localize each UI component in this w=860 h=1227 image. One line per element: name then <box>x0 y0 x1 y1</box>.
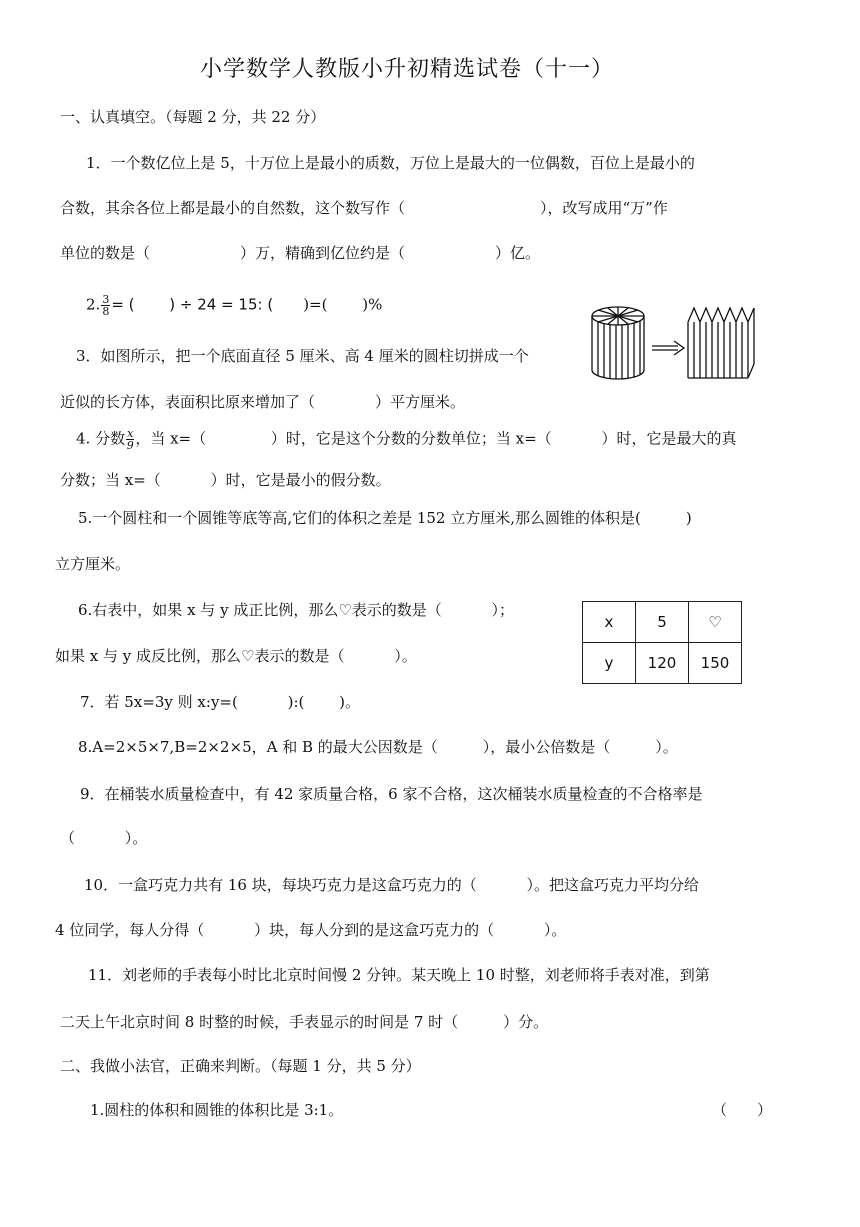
q10-line1: 10．一盒巧克力共有 16 块，每块巧克力是这盒巧克力的（ ）。把这盒巧克力平均分给 <box>84 876 699 894</box>
cylinder-to-cuboid-figure <box>590 304 760 384</box>
page-title: 小学数学人教版小升初精选试卷（十一） <box>200 57 615 82</box>
q2-equation: = ( ) ÷ 24 = 15: ( <box>111 295 274 314</box>
table-row <box>583 602 742 643</box>
q6-line2: 如果 x 与 y 成反比例，那么♡表示的数是（ ）。 <box>55 647 417 665</box>
q4-prefix: 4. 分数 <box>76 429 126 448</box>
q9-line2: （ ）。 <box>60 829 148 847</box>
table-cell: 5 <box>636 602 689 643</box>
table-row <box>583 643 742 684</box>
q11-line2: 二天上午北京时间 8 时整的时候，手表显示的时间是 7 时（ ）分。 <box>60 1013 549 1031</box>
table-cell: ♡ <box>689 602 742 643</box>
section1-heading: 一、认真填空。（每题 2 分，共 22 分） <box>60 108 326 126</box>
q1-line3: 单位的数是（ ）万，精确到亿位约是（ ）亿。 <box>60 244 541 262</box>
q1-line2: 合数，其余各位上都是最小的自然数，这个数写作（ ），改写成用“万”作 <box>60 199 668 217</box>
q4-line2: 分数；当 x=（ ）时，它是最小的假分数。 <box>60 471 391 489</box>
q2-rest: )=( )% <box>273 295 383 314</box>
table-cell: 120 <box>636 643 689 684</box>
fraction-3-8 <box>101 294 110 317</box>
cuboid-icon <box>688 308 754 378</box>
q11-line1: 11．刘老师的手表每小时比北京时间慢 2 分钟。某天晚上 10 时整，刘老师将手表对准，到第 <box>88 966 710 984</box>
fraction-denominator: 8 <box>102 305 110 318</box>
q7-line: 7．若 5x=3y 则 x:y=( ):( )。 <box>80 693 360 711</box>
q2-prefix: 2. <box>86 295 101 314</box>
fraction-denominator: 9 <box>126 439 134 452</box>
judge-item-1: 1.圆柱的体积和圆锥的体积比是 3:1。 <box>90 1101 344 1119</box>
fraction-x-9 <box>126 428 134 451</box>
cylinder-icon <box>592 307 644 379</box>
q5-line2: 立方厘米。 <box>55 555 131 573</box>
q2-line <box>86 294 382 317</box>
arrow-right-icon <box>652 341 684 355</box>
judge-answer-bracket[interactable]: （ ） <box>712 1101 773 1119</box>
q4-text: ，当 x=（ ）时，它是这个分数的分数单位；当 x=（ ）时，它是最大的真 <box>135 429 737 448</box>
q9-line1: 9．在桶装水质量检查中，有 42 家质量合格，6 家不合格，这次桶装水质量检查的不合格率是 <box>80 785 703 803</box>
q5-line1: 5.一个圆柱和一个圆锥等底等高,它们的体积之差是 152 立方厘米,那么圆锥的体积是( ) <box>78 509 692 527</box>
table-cell: 150 <box>689 643 742 684</box>
q8-line: 8.A=2×5×7,B=2×2×5，A 和 B 的最大公因数是（ ），最小公倍数是（ ）。 <box>78 738 678 756</box>
table-cell: y <box>583 643 636 684</box>
section2-heading: 二、我做小法官，正确来判断。（每题 1 分，共 5 分） <box>60 1057 421 1075</box>
q3-line2: 近似的长方体，表面积比原来增加了（ ）平方厘米。 <box>60 393 466 411</box>
q10-line2: 4 位同学，每人分得（ ）块，每人分到的是这盒巧克力的（ ）。 <box>55 921 567 939</box>
fraction-numerator: 3 <box>102 293 110 306</box>
q6-line1: 6.右表中，如果 x 与 y 成正比例，那么♡表示的数是（ ）； <box>78 601 515 619</box>
q1-line1: 1．一个数亿位上是 5，十万位上是最小的质数，万位上是最大的一位偶数，百位上是最小的 <box>86 154 695 172</box>
q4-line1 <box>76 428 736 451</box>
table-cell: x <box>583 602 636 643</box>
q3-line1: 3．如图所示，把一个底面直径 5 厘米、高 4 厘米的圆柱切拼成一个 <box>76 347 529 365</box>
xy-table <box>582 601 742 684</box>
fraction-numerator: x <box>127 427 134 440</box>
